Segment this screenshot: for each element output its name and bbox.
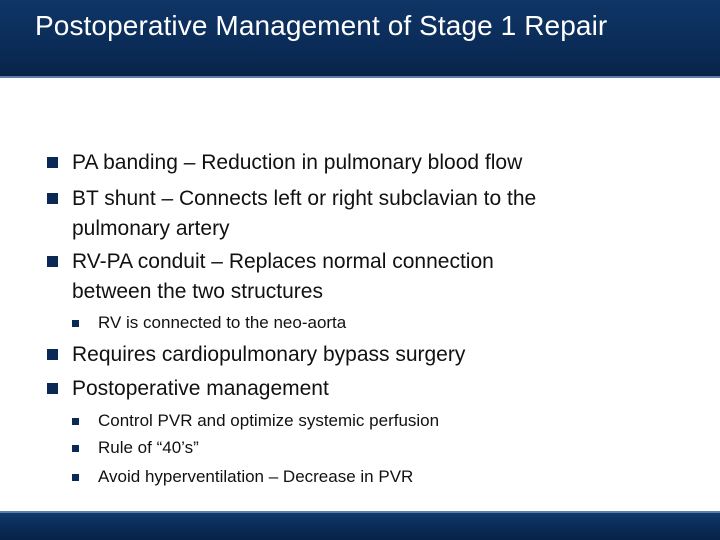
sub-bullet-text: Avoid hyperventilation – Decrease in PVR xyxy=(98,467,414,486)
bullet-text: Requires cardiopulmonary bypass surgery xyxy=(72,343,466,366)
sub-bullet-text: RV is connected to the neo-aorta xyxy=(98,313,347,332)
bullet-text: BT shunt – Connects left or right subclavian to the xyxy=(72,187,537,210)
square-bullet-icon xyxy=(72,445,79,452)
square-bullet-icon xyxy=(47,349,58,360)
bullet-text-continued: pulmonary artery xyxy=(72,217,230,240)
title-divider xyxy=(0,76,720,78)
square-bullet-icon xyxy=(72,474,79,481)
square-bullet-icon xyxy=(47,256,58,267)
square-bullet-icon xyxy=(47,157,58,168)
square-bullet-icon xyxy=(47,383,58,394)
bullet-text-continued: between the two structures xyxy=(72,280,323,303)
bullet-text: RV-PA conduit – Replaces normal connection xyxy=(72,250,494,273)
footer-bar xyxy=(0,511,720,540)
sub-bullet-text: Control PVR and optimize systemic perfusion xyxy=(98,411,440,430)
slide-title: Postoperative Management of Stage 1 Repair xyxy=(35,10,608,41)
sub-bullet-text: Rule of “40’s” xyxy=(98,438,199,457)
square-bullet-icon xyxy=(72,418,79,425)
footer-divider xyxy=(0,511,720,513)
bullet-text: PA banding – Reduction in pulmonary blood flow xyxy=(72,151,523,174)
square-bullet-icon xyxy=(47,193,58,204)
bullet-text: Postoperative management xyxy=(72,377,329,400)
title-bar xyxy=(0,0,720,78)
square-bullet-icon xyxy=(72,320,79,327)
